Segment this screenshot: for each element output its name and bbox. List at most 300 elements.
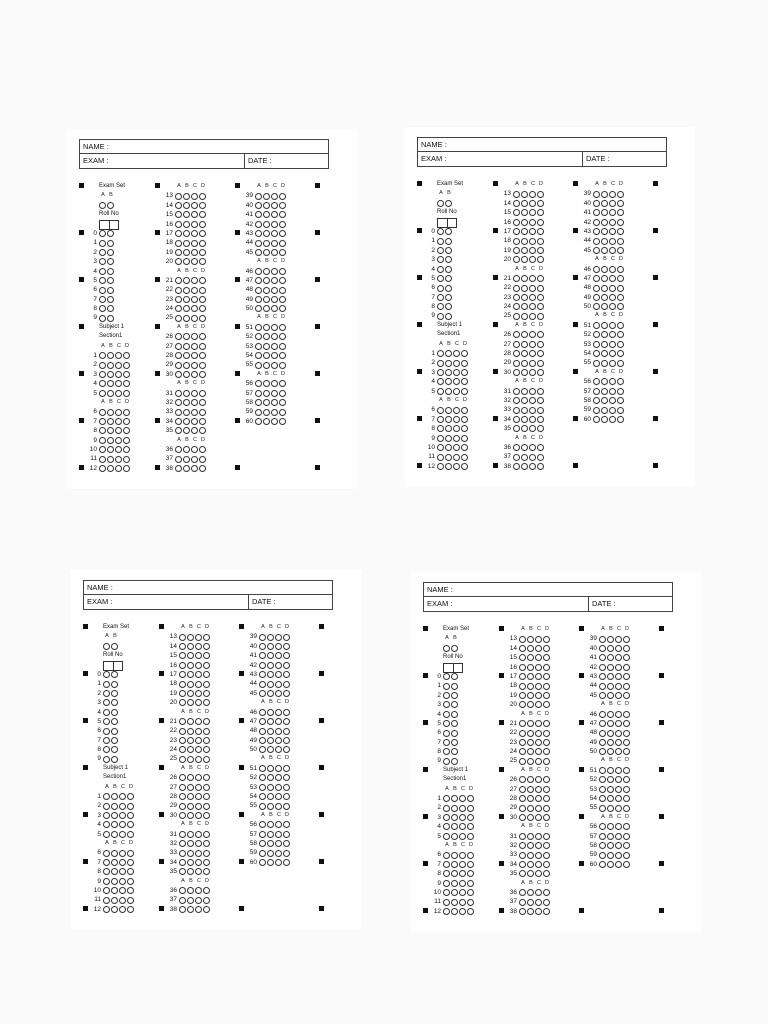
- answer-bubble-b[interactable]: [521, 331, 528, 338]
- exam-row[interactable]: [84, 595, 332, 609]
- roll-bubble[interactable]: [445, 285, 452, 292]
- answer-bubble-b[interactable]: [601, 416, 608, 423]
- answer-bubble-c[interactable]: [115, 362, 122, 369]
- answer-bubble-a[interactable]: [437, 435, 444, 442]
- answer-bubble-c[interactable]: [535, 833, 542, 840]
- answer-bubble-c[interactable]: [275, 803, 282, 810]
- answer-bubble-a[interactable]: [593, 350, 600, 357]
- answer-bubble-c[interactable]: [453, 416, 460, 423]
- answer-bubble-b[interactable]: [607, 636, 614, 643]
- answer-bubble-d[interactable]: [123, 446, 130, 453]
- answer-bubble-b[interactable]: [601, 228, 608, 235]
- roll-bubble[interactable]: [103, 709, 110, 716]
- answer-bubble-a[interactable]: [179, 812, 186, 819]
- answer-bubble-d[interactable]: [617, 341, 624, 348]
- answer-bubble-d[interactable]: [279, 352, 286, 359]
- answer-bubble-d[interactable]: [617, 228, 624, 235]
- answer-bubble-b[interactable]: [111, 803, 118, 810]
- answer-bubble-b[interactable]: [445, 444, 452, 451]
- answer-bubble-d[interactable]: [543, 673, 550, 680]
- answer-bubble-d[interactable]: [203, 699, 210, 706]
- answer-bubble-a[interactable]: [99, 371, 106, 378]
- answer-bubble-d[interactable]: [623, 654, 630, 661]
- answer-bubble-d[interactable]: [617, 200, 624, 207]
- answer-bubble-b[interactable]: [607, 730, 614, 737]
- roll-bubble[interactable]: [111, 699, 118, 706]
- answer-bubble-d[interactable]: [279, 296, 286, 303]
- answer-bubble-d[interactable]: [203, 681, 210, 688]
- roll-bubble[interactable]: [107, 296, 114, 303]
- answer-bubble-d[interactable]: [279, 343, 286, 350]
- answer-bubble-d[interactable]: [537, 463, 544, 470]
- answer-bubble-b[interactable]: [607, 852, 614, 859]
- answer-bubble-d[interactable]: [127, 878, 134, 885]
- answer-bubble-d[interactable]: [127, 831, 134, 838]
- answer-bubble-c[interactable]: [615, 739, 622, 746]
- answer-bubble-d[interactable]: [617, 285, 624, 292]
- answer-bubble-c[interactable]: [115, 380, 122, 387]
- answer-bubble-b[interactable]: [263, 277, 270, 284]
- answer-bubble-a[interactable]: [255, 390, 262, 397]
- answer-bubble-a[interactable]: [175, 333, 182, 340]
- answer-bubble-d[interactable]: [543, 861, 550, 868]
- answer-bubble-b[interactable]: [445, 369, 452, 376]
- answer-bubble-d[interactable]: [199, 418, 206, 425]
- roll-bubble[interactable]: [445, 266, 452, 273]
- answer-bubble-a[interactable]: [259, 803, 266, 810]
- answer-bubble-d[interactable]: [283, 671, 290, 678]
- answer-bubble-d[interactable]: [199, 390, 206, 397]
- answer-bubble-d[interactable]: [199, 333, 206, 340]
- answer-bubble-b[interactable]: [521, 407, 528, 414]
- answer-bubble-b[interactable]: [183, 249, 190, 256]
- answer-bubble-a[interactable]: [519, 833, 526, 840]
- answer-bubble-a[interactable]: [175, 240, 182, 247]
- answer-bubble-a[interactable]: [259, 793, 266, 800]
- answer-bubble-a[interactable]: [519, 795, 526, 802]
- answer-bubble-b[interactable]: [187, 859, 194, 866]
- answer-bubble-b[interactable]: [111, 878, 118, 885]
- answer-bubble-b[interactable]: [187, 906, 194, 913]
- answer-bubble-a[interactable]: [513, 350, 520, 357]
- answer-bubble-a[interactable]: [599, 683, 606, 690]
- answer-bubble-a[interactable]: [103, 850, 110, 857]
- roll-bubble[interactable]: [99, 315, 106, 322]
- answer-bubble-a[interactable]: [443, 908, 450, 915]
- answer-bubble-b[interactable]: [267, 765, 274, 772]
- roll-bubble[interactable]: [451, 739, 458, 746]
- answer-bubble-d[interactable]: [537, 407, 544, 414]
- answer-bubble-b[interactable]: [267, 859, 274, 866]
- answer-bubble-a[interactable]: [255, 333, 262, 340]
- answer-bubble-a[interactable]: [519, 673, 526, 680]
- answer-bubble-d[interactable]: [623, 786, 630, 793]
- answer-bubble-a[interactable]: [175, 456, 182, 463]
- answer-bubble-c[interactable]: [615, 692, 622, 699]
- name-row[interactable]: [80, 140, 328, 154]
- answer-bubble-d[interactable]: [283, 831, 290, 838]
- answer-bubble-b[interactable]: [187, 634, 194, 641]
- exam-row[interactable]: [424, 597, 672, 611]
- answer-bubble-a[interactable]: [593, 388, 600, 395]
- answer-bubble-c[interactable]: [459, 805, 466, 812]
- roll-bubble[interactable]: [451, 730, 458, 737]
- answer-bubble-c[interactable]: [609, 238, 616, 245]
- answer-bubble-b[interactable]: [527, 889, 534, 896]
- answer-bubble-d[interactable]: [623, 852, 630, 859]
- answer-bubble-b[interactable]: [267, 690, 274, 697]
- answer-bubble-c[interactable]: [275, 690, 282, 697]
- answer-bubble-c[interactable]: [535, 899, 542, 906]
- answer-bubble-a[interactable]: [519, 730, 526, 737]
- answer-bubble-a[interactable]: [255, 287, 262, 294]
- name-row[interactable]: [418, 138, 666, 152]
- answer-bubble-b[interactable]: [607, 711, 614, 718]
- answer-bubble-b[interactable]: [187, 728, 194, 735]
- answer-bubble-c[interactable]: [195, 793, 202, 800]
- answer-bubble-b[interactable]: [111, 859, 118, 866]
- answer-bubble-d[interactable]: [623, 720, 630, 727]
- answer-bubble-d[interactable]: [203, 643, 210, 650]
- answer-bubble-d[interactable]: [203, 634, 210, 641]
- answer-bubble-b[interactable]: [263, 362, 270, 369]
- answer-bubble-a[interactable]: [513, 369, 520, 376]
- answer-bubble-c[interactable]: [195, 831, 202, 838]
- answer-bubble-d[interactable]: [199, 465, 206, 472]
- answer-bubble-c[interactable]: [529, 407, 536, 414]
- roll-bubble[interactable]: [443, 673, 450, 680]
- answer-bubble-d[interactable]: [543, 852, 550, 859]
- answer-bubble-c[interactable]: [271, 230, 278, 237]
- answer-bubble-a[interactable]: [99, 362, 106, 369]
- answer-bubble-c[interactable]: [529, 294, 536, 301]
- answer-bubble-c[interactable]: [529, 416, 536, 423]
- answer-bubble-d[interactable]: [283, 728, 290, 735]
- answer-bubble-b[interactable]: [445, 407, 452, 414]
- answer-bubble-a[interactable]: [437, 350, 444, 357]
- answer-bubble-c[interactable]: [275, 709, 282, 716]
- answer-bubble-b[interactable]: [527, 701, 534, 708]
- answer-bubble-c[interactable]: [271, 221, 278, 228]
- answer-bubble-b[interactable]: [451, 899, 458, 906]
- answer-bubble-b[interactable]: [263, 409, 270, 416]
- answer-bubble-d[interactable]: [203, 718, 210, 725]
- answer-bubble-c[interactable]: [529, 397, 536, 404]
- answer-bubble-b[interactable]: [267, 671, 274, 678]
- roll-bubble[interactable]: [107, 277, 114, 284]
- answer-bubble-d[interactable]: [123, 427, 130, 434]
- answer-bubble-c[interactable]: [275, 746, 282, 753]
- answer-bubble-b[interactable]: [187, 643, 194, 650]
- answer-bubble-a[interactable]: [179, 831, 186, 838]
- answer-bubble-c[interactable]: [271, 277, 278, 284]
- answer-bubble-b[interactable]: [607, 776, 614, 783]
- answer-bubble-a[interactable]: [255, 352, 262, 359]
- answer-bubble-c[interactable]: [609, 397, 616, 404]
- answer-bubble-a[interactable]: [179, 662, 186, 669]
- answer-bubble-b[interactable]: [263, 352, 270, 359]
- answer-bubble-c[interactable]: [195, 671, 202, 678]
- exam-set-bubble[interactable]: [111, 643, 118, 650]
- answer-bubble-c[interactable]: [529, 444, 536, 451]
- answer-bubble-b[interactable]: [527, 664, 534, 671]
- answer-bubble-c[interactable]: [115, 427, 122, 434]
- answer-bubble-a[interactable]: [519, 664, 526, 671]
- answer-bubble-a[interactable]: [259, 690, 266, 697]
- answer-bubble-d[interactable]: [123, 456, 130, 463]
- roll-bubble[interactable]: [111, 709, 118, 716]
- roll-bubble[interactable]: [107, 268, 114, 275]
- answer-bubble-d[interactable]: [203, 671, 210, 678]
- answer-bubble-a[interactable]: [519, 889, 526, 896]
- answer-bubble-c[interactable]: [615, 833, 622, 840]
- answer-bubble-d[interactable]: [467, 852, 474, 859]
- answer-bubble-b[interactable]: [107, 437, 114, 444]
- answer-bubble-d[interactable]: [623, 795, 630, 802]
- answer-bubble-b[interactable]: [183, 277, 190, 284]
- answer-bubble-a[interactable]: [175, 390, 182, 397]
- answer-bubble-c[interactable]: [115, 390, 122, 397]
- answer-bubble-d[interactable]: [543, 899, 550, 906]
- answer-bubble-b[interactable]: [527, 645, 534, 652]
- answer-bubble-c[interactable]: [271, 240, 278, 247]
- answer-bubble-c[interactable]: [275, 652, 282, 659]
- answer-bubble-d[interactable]: [537, 256, 544, 263]
- answer-bubble-c[interactable]: [615, 786, 622, 793]
- answer-bubble-d[interactable]: [283, 709, 290, 716]
- exam-row[interactable]: [80, 154, 328, 168]
- answer-bubble-c[interactable]: [609, 407, 616, 414]
- answer-bubble-a[interactable]: [179, 746, 186, 753]
- answer-bubble-b[interactable]: [607, 683, 614, 690]
- answer-bubble-b[interactable]: [527, 814, 534, 821]
- answer-bubble-a[interactable]: [519, 748, 526, 755]
- answer-bubble-d[interactable]: [467, 899, 474, 906]
- answer-bubble-a[interactable]: [179, 690, 186, 697]
- answer-bubble-b[interactable]: [521, 256, 528, 263]
- answer-bubble-b[interactable]: [111, 868, 118, 875]
- answer-bubble-a[interactable]: [255, 399, 262, 406]
- answer-bubble-c[interactable]: [453, 350, 460, 357]
- answer-bubble-b[interactable]: [107, 362, 114, 369]
- answer-bubble-b[interactable]: [601, 191, 608, 198]
- answer-bubble-a[interactable]: [519, 654, 526, 661]
- answer-bubble-c[interactable]: [119, 821, 126, 828]
- answer-bubble-c[interactable]: [195, 868, 202, 875]
- roll-bubble[interactable]: [445, 247, 452, 254]
- answer-bubble-a[interactable]: [443, 889, 450, 896]
- answer-bubble-d[interactable]: [537, 313, 544, 320]
- answer-bubble-c[interactable]: [535, 805, 542, 812]
- answer-bubble-c[interactable]: [535, 636, 542, 643]
- answer-bubble-d[interactable]: [537, 369, 544, 376]
- answer-bubble-d[interactable]: [127, 859, 134, 866]
- answer-bubble-a[interactable]: [593, 200, 600, 207]
- answer-bubble-a[interactable]: [593, 191, 600, 198]
- answer-bubble-a[interactable]: [175, 427, 182, 434]
- answer-bubble-a[interactable]: [179, 652, 186, 659]
- answer-bubble-d[interactable]: [199, 399, 206, 406]
- answer-bubble-d[interactable]: [623, 673, 630, 680]
- answer-bubble-d[interactable]: [199, 249, 206, 256]
- answer-bubble-b[interactable]: [521, 416, 528, 423]
- answer-bubble-b[interactable]: [263, 333, 270, 340]
- answer-bubble-c[interactable]: [609, 378, 616, 385]
- answer-bubble-d[interactable]: [199, 315, 206, 322]
- answer-bubble-a[interactable]: [599, 654, 606, 661]
- answer-bubble-a[interactable]: [103, 812, 110, 819]
- answer-bubble-c[interactable]: [195, 840, 202, 847]
- roll-bubble[interactable]: [111, 718, 118, 725]
- roll-bubble[interactable]: [451, 701, 458, 708]
- answer-bubble-a[interactable]: [103, 868, 110, 875]
- answer-bubble-a[interactable]: [437, 454, 444, 461]
- answer-bubble-b[interactable]: [607, 673, 614, 680]
- answer-bubble-b[interactable]: [451, 889, 458, 896]
- answer-bubble-d[interactable]: [123, 409, 130, 416]
- roll-bubble[interactable]: [451, 711, 458, 718]
- answer-bubble-d[interactable]: [467, 823, 474, 830]
- answer-bubble-c[interactable]: [191, 390, 198, 397]
- answer-bubble-d[interactable]: [283, 850, 290, 857]
- answer-bubble-c[interactable]: [115, 371, 122, 378]
- answer-bubble-a[interactable]: [259, 728, 266, 735]
- answer-bubble-b[interactable]: [263, 268, 270, 275]
- answer-bubble-c[interactable]: [191, 277, 198, 284]
- answer-bubble-d[interactable]: [537, 238, 544, 245]
- answer-bubble-b[interactable]: [187, 840, 194, 847]
- answer-bubble-a[interactable]: [175, 249, 182, 256]
- answer-bubble-d[interactable]: [279, 324, 286, 331]
- answer-bubble-a[interactable]: [513, 407, 520, 414]
- answer-bubble-d[interactable]: [203, 803, 210, 810]
- answer-bubble-b[interactable]: [445, 454, 452, 461]
- answer-bubble-c[interactable]: [195, 906, 202, 913]
- answer-bubble-b[interactable]: [183, 193, 190, 200]
- answer-bubble-b[interactable]: [527, 654, 534, 661]
- answer-bubble-b[interactable]: [451, 795, 458, 802]
- answer-bubble-c[interactable]: [609, 228, 616, 235]
- answer-bubble-a[interactable]: [179, 671, 186, 678]
- answer-bubble-c[interactable]: [529, 228, 536, 235]
- answer-bubble-a[interactable]: [259, 774, 266, 781]
- answer-bubble-b[interactable]: [107, 418, 114, 425]
- answer-bubble-d[interactable]: [199, 296, 206, 303]
- answer-bubble-d[interactable]: [203, 690, 210, 697]
- answer-bubble-a[interactable]: [175, 230, 182, 237]
- answer-bubble-a[interactable]: [519, 899, 526, 906]
- answer-bubble-b[interactable]: [187, 756, 194, 763]
- answer-bubble-b[interactable]: [183, 427, 190, 434]
- exam-set-bubble[interactable]: [99, 202, 106, 209]
- answer-bubble-b[interactable]: [187, 699, 194, 706]
- answer-bubble-a[interactable]: [599, 805, 606, 812]
- roll-bubble[interactable]: [443, 748, 450, 755]
- answer-bubble-a[interactable]: [519, 739, 526, 746]
- answer-bubble-a[interactable]: [593, 416, 600, 423]
- answer-bubble-d[interactable]: [461, 435, 468, 442]
- answer-bubble-b[interactable]: [267, 662, 274, 669]
- answer-bubble-b[interactable]: [607, 842, 614, 849]
- answer-bubble-a[interactable]: [593, 294, 600, 301]
- answer-bubble-a[interactable]: [175, 258, 182, 265]
- answer-bubble-b[interactable]: [607, 664, 614, 671]
- answer-bubble-d[interactable]: [283, 793, 290, 800]
- answer-bubble-c[interactable]: [535, 683, 542, 690]
- answer-bubble-b[interactable]: [521, 275, 528, 282]
- answer-bubble-d[interactable]: [537, 397, 544, 404]
- answer-bubble-a[interactable]: [175, 465, 182, 472]
- answer-bubble-d[interactable]: [461, 425, 468, 432]
- answer-bubble-b[interactable]: [187, 897, 194, 904]
- answer-bubble-a[interactable]: [593, 303, 600, 310]
- answer-bubble-a[interactable]: [519, 692, 526, 699]
- answer-bubble-c[interactable]: [119, 878, 126, 885]
- answer-bubble-d[interactable]: [537, 416, 544, 423]
- answer-bubble-b[interactable]: [445, 350, 452, 357]
- answer-bubble-d[interactable]: [123, 380, 130, 387]
- answer-bubble-b[interactable]: [527, 786, 534, 793]
- answer-bubble-c[interactable]: [195, 718, 202, 725]
- answer-bubble-d[interactable]: [543, 664, 550, 671]
- answer-bubble-c[interactable]: [275, 662, 282, 669]
- answer-bubble-b[interactable]: [267, 634, 274, 641]
- answer-bubble-b[interactable]: [183, 296, 190, 303]
- answer-bubble-a[interactable]: [259, 671, 266, 678]
- answer-bubble-a[interactable]: [437, 369, 444, 376]
- answer-bubble-d[interactable]: [279, 287, 286, 294]
- answer-bubble-a[interactable]: [259, 634, 266, 641]
- answer-bubble-a[interactable]: [179, 897, 186, 904]
- answer-bubble-b[interactable]: [267, 746, 274, 753]
- answer-bubble-a[interactable]: [175, 409, 182, 416]
- answer-bubble-c[interactable]: [275, 634, 282, 641]
- answer-bubble-b[interactable]: [107, 380, 114, 387]
- answer-bubble-c[interactable]: [459, 908, 466, 915]
- date-cell[interactable]: [582, 152, 610, 166]
- answer-bubble-a[interactable]: [519, 636, 526, 643]
- answer-bubble-a[interactable]: [513, 303, 520, 310]
- answer-bubble-b[interactable]: [183, 362, 190, 369]
- answer-bubble-a[interactable]: [103, 821, 110, 828]
- answer-bubble-d[interactable]: [617, 247, 624, 254]
- answer-bubble-a[interactable]: [513, 313, 520, 320]
- roll-bubble[interactable]: [437, 256, 444, 263]
- answer-bubble-b[interactable]: [187, 718, 194, 725]
- answer-bubble-b[interactable]: [445, 435, 452, 442]
- answer-bubble-d[interactable]: [283, 765, 290, 772]
- answer-bubble-b[interactable]: [607, 823, 614, 830]
- roll-bubble[interactable]: [437, 303, 444, 310]
- answer-bubble-d[interactable]: [537, 350, 544, 357]
- roll-bubble[interactable]: [443, 739, 450, 746]
- answer-bubble-d[interactable]: [623, 767, 630, 774]
- answer-bubble-a[interactable]: [179, 793, 186, 800]
- answer-bubble-b[interactable]: [521, 388, 528, 395]
- answer-bubble-c[interactable]: [275, 671, 282, 678]
- answer-bubble-a[interactable]: [513, 463, 520, 470]
- answer-bubble-d[interactable]: [283, 681, 290, 688]
- answer-bubble-b[interactable]: [521, 219, 528, 226]
- answer-bubble-a[interactable]: [599, 711, 606, 718]
- answer-bubble-a[interactable]: [179, 868, 186, 875]
- answer-bubble-d[interactable]: [461, 407, 468, 414]
- answer-bubble-b[interactable]: [187, 868, 194, 875]
- date-cell[interactable]: [588, 597, 616, 611]
- answer-bubble-c[interactable]: [119, 868, 126, 875]
- answer-bubble-b[interactable]: [263, 221, 270, 228]
- answer-bubble-c[interactable]: [195, 643, 202, 650]
